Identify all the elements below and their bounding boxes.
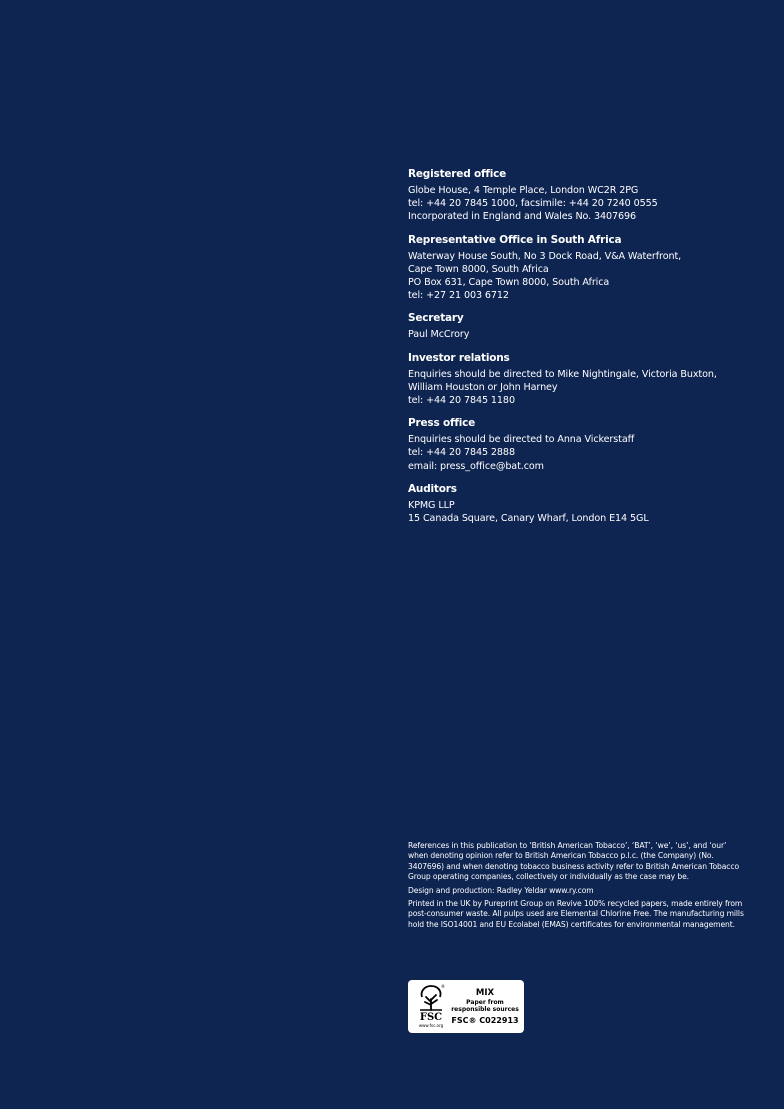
enquiries-line: Enquiries should be directed to Mike Nightingale, Victoria Buxton,: [408, 368, 717, 380]
address-line: Waterway House South, No 3 Dock Road, V&A Waterfront,: [408, 250, 682, 262]
section-heading: Auditors: [408, 482, 457, 495]
section-heading: Registered office: [408, 168, 507, 180]
registration-line: Incorporated in England and Wales No. 3407696: [408, 211, 637, 223]
section-heading: Investor relations: [408, 351, 510, 364]
address-line: Globe House, 4 Temple Place, London WC2R 2PG: [408, 185, 639, 196]
fsc-license-code: FSC® C022913: [451, 1015, 519, 1025]
registered-office-section: [408, 167, 758, 224]
fsc-url: www.fsc.org: [418, 1022, 444, 1028]
section-heading: Representative Office in South Africa: [408, 233, 622, 246]
phone-line: tel: +44 20 7845 1000, facsimile: +44 20 7240 0555: [408, 198, 658, 210]
secretary-section: [408, 311, 758, 341]
fsc-logo: [412, 983, 450, 1031]
fsc-label-text: [450, 988, 520, 1026]
fsc-tree-icon: [416, 983, 446, 1013]
enquiries-line: Enquiries should be directed to Anna Vickerstaff: [408, 434, 635, 446]
fsc-paper-line: Paper from: [466, 998, 504, 1006]
references-note: References in this publication to ‘British American Tobacco’, ‘BAT’, ‘we’, ‘us’, and ‘our’ when denoting opinion refer to British American Tobacco p.l.c. (the Company) (No. 3407696) and when denoting tobacco business activity refer to British American Tobacco Group operating companies, collectively or individually as the case may be.: [408, 841, 739, 882]
email-line: email: press_office@bat.com: [408, 460, 544, 472]
phone-line: tel: +44 20 7845 2888: [408, 447, 515, 459]
po-box-line: PO Box 631, Cape Town 8000, South Africa: [408, 277, 610, 289]
auditors-section: [408, 482, 758, 525]
footer-notes: [408, 841, 748, 933]
investor-relations-section: [408, 351, 758, 408]
fsc-paper-line: responsible sources: [451, 1005, 519, 1013]
phone-line: tel: +27 21 003 6712: [408, 290, 509, 302]
fsc-mix-label: MIX: [475, 987, 495, 998]
printing-note: Printed in the UK by Pureprint Group on Revive 100% recycled papers, made entirely from post-consumer waste. All pulps used are Elemental Chlorine Free. The manufacturing mills hold the ISO14001 and EU Ecolabel (EMAS) certificates for environmental management.: [408, 899, 744, 929]
auditor-name-line: KPMG LLP: [408, 499, 455, 511]
design-credit: Design and production: Radley Yeldar www.ry.com: [408, 885, 594, 895]
address-line: Cape Town 8000, South Africa: [408, 263, 549, 275]
phone-line: tel: +44 20 7845 1180: [408, 395, 515, 407]
enquiries-line: William Houston or John Harney: [408, 381, 558, 393]
south-africa-office-section: [408, 233, 758, 303]
contact-details: [408, 167, 758, 534]
section-heading: Press office: [408, 417, 476, 430]
svg-text:®: ®: [441, 983, 445, 989]
address-line: 15 Canada Square, Canary Wharf, London E14 5GL: [408, 513, 649, 525]
section-heading: Secretary: [408, 312, 464, 325]
fsc-certification-label: [408, 980, 524, 1033]
press-office-section: [408, 416, 758, 473]
name-line: Paul McCrory: [408, 329, 470, 341]
fsc-wordmark: FSC: [419, 1011, 443, 1023]
